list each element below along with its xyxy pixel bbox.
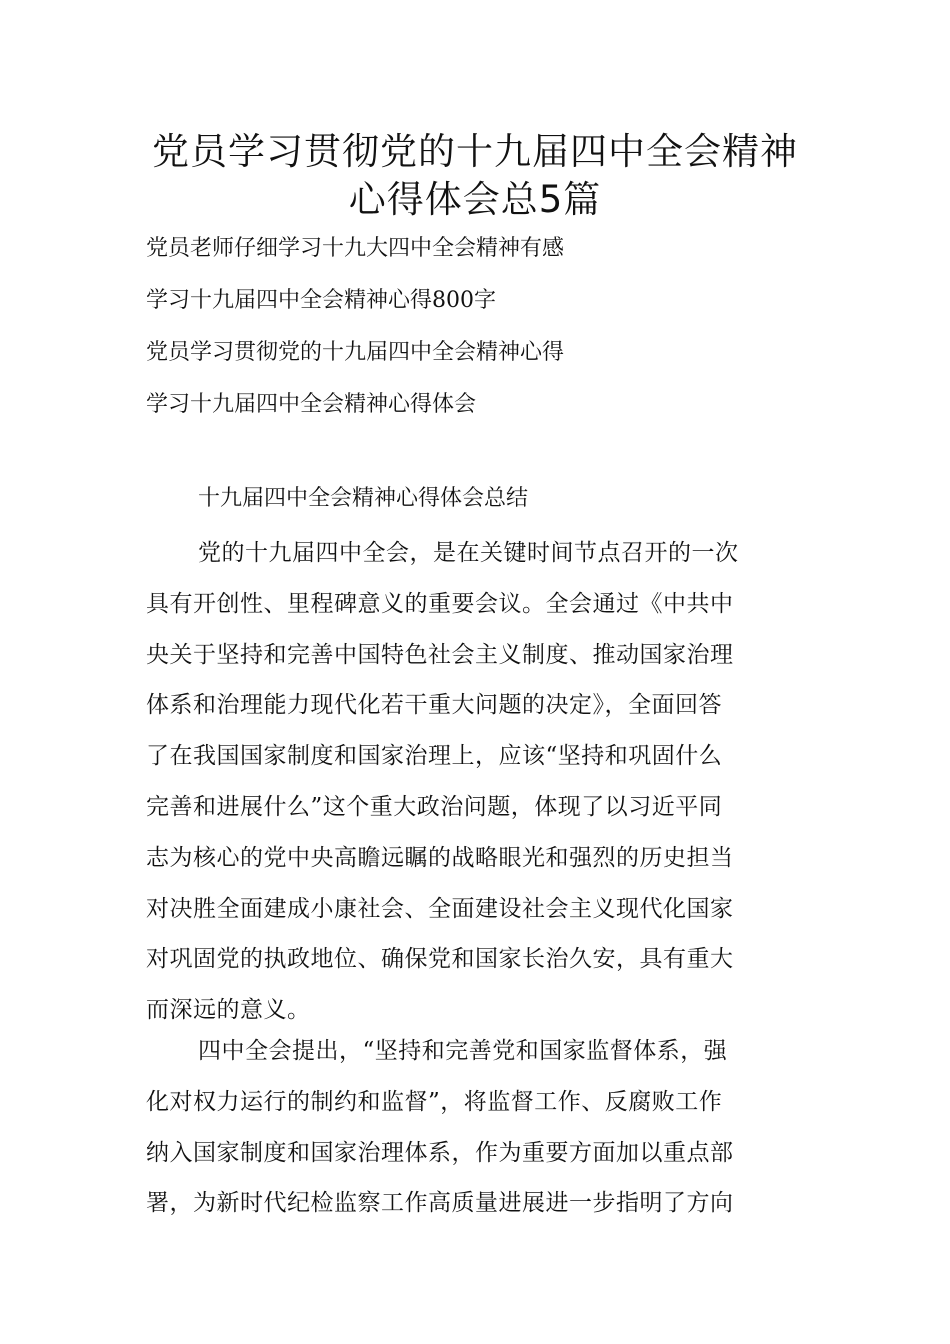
paragraph-line: 央关于坚持和完善中国特色社会主义制度、推动国家治理 [146,641,734,668]
paragraph-line: 完善和进展什么”这个重大政治问题，体现了以习近平同 [146,793,723,820]
paragraph-line: 纳入国家制度和国家治理体系，作为重要方面加以重点部 [146,1139,734,1166]
paragraph-line: 署，为新时代纪检监察工作高质量进展进一步指明了方向 [146,1190,734,1217]
paragraph-line: 了在我国国家制度和国家治理上，应该“坚持和巩固什么 [146,743,723,770]
paragraph-line: 对决胜全面建成小康社会、全面建设社会主义现代化国家 [146,895,734,922]
toc-item: 党员老师仔细学习十九大四中全会精神有感 [146,236,565,261]
document-title-line-2: 心得体会总5篇 [348,178,602,221]
toc-item: 学习十九届四中全会精神心得体会 [146,392,477,417]
paragraph-line: 志为核心的党中央高瞻远瞩的战略眼光和强烈的历史担当 [146,844,734,871]
paragraph-line: 体系和治理能力现代化若干重大问题的决定》，全面回答 [146,692,722,719]
paragraph-2 [146,1026,806,1229]
toc-item: 党员学习贯彻党的十九届四中全会精神心得 [146,340,565,365]
paragraph-line: 而深远的意义。 [146,997,311,1024]
paragraph-line: 四中全会提出，“坚持和完善党和国家监督体系，强 [198,1038,728,1064]
paragraph-1 [146,528,806,1036]
document-title-line-1: 党员学习贯彻党的十九届四中全会精神 [152,130,798,173]
section-heading: 十九届四中全会精神心得体会总结 [198,486,529,511]
table-of-contents [146,226,564,434]
paragraph-line: 对巩固党的执政地位、确保党和国家长治久安，具有重大 [146,946,734,973]
paragraph-line: 具有开创性、里程碑意义的重要会议。全会通过《中共中 [146,590,734,617]
paragraph-line: 党的十九届四中全会，是在关键时间节点召开的一次 [198,540,739,566]
paragraph-line: 化对权力运行的制约和监督”，将监督工作、反腐败工作 [146,1088,723,1115]
toc-item: 学习十九届四中全会精神心得800字 [146,288,496,313]
